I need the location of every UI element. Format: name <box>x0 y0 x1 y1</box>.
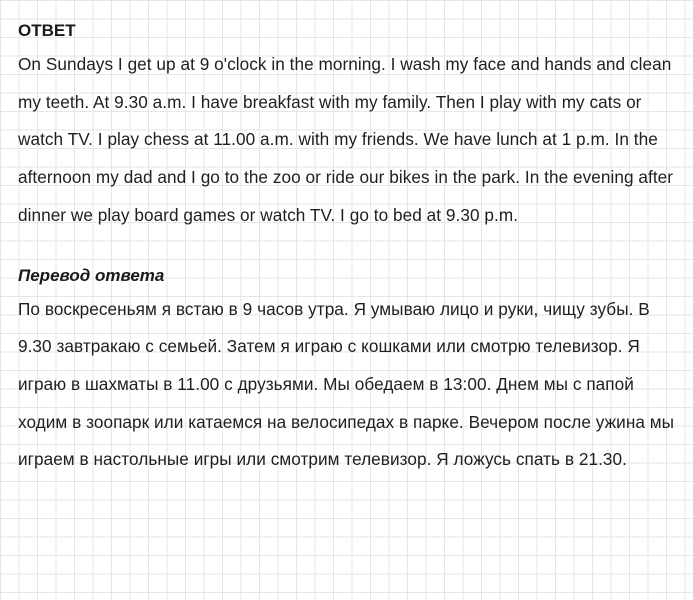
answer-paragraph: On Sundays I get up at 9 o'clock in the morning. I wash my face and hands and clean my teeth. At 9.30 a.m. I have breakfast with my family. Then I play with my cats or watch TV. I play chess at 11.00 a.m. with my friends. We have lunch at 1 p.m. In the afternoon my dad and I go to the zoo or ride our bikes in the park. In the evening after dinner we play board games or watch TV. I go to bed at 9.30 p.m. <box>18 54 674 225</box>
section-spacer <box>18 235 683 261</box>
translation-heading: Перевод ответа <box>18 265 165 285</box>
solution-page <box>18 14 683 479</box>
answer-heading: ОТВЕТ <box>18 21 76 40</box>
translation-paragraph: По воскресеньям я встаю в 9 часов утра. Я умываю лицо и руки, чищу зубы. В 9.30 завтракаю с семьей. Затем я играю с кошками или смотрю телевизор. Я играю в шахматы в 11.00 с друзьями. Мы обедаем в 13:00. Днем мы с папой ходим в зоопарк или катаемся на велосипедах в парке. Вечером после ужина мы играем в настольные игры или смотрим телевизор. Я ложусь спать в 21.30. <box>18 298 675 470</box>
